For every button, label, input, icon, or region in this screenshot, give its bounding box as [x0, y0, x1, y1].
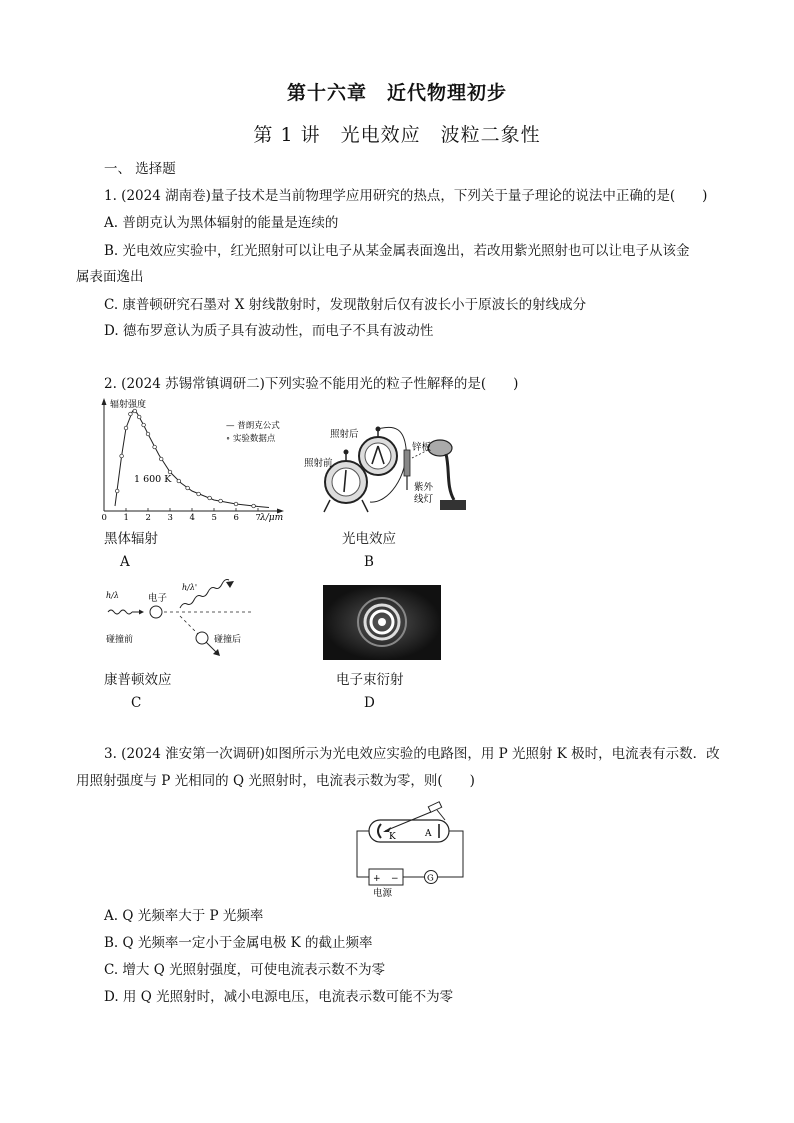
- q1-option-a: A. 普朗克认为黑体辐射的能量是连续的: [104, 215, 339, 231]
- legend-dot-label: ∘ 实验数据点: [226, 434, 276, 444]
- data-point: [159, 457, 163, 461]
- q3-option-c: C. 增大 Q 光照射强度，可使电流表示数不为零: [104, 962, 386, 978]
- electron-diffraction-image: [323, 585, 441, 660]
- label-after: 照射后: [330, 429, 359, 440]
- data-point: [252, 504, 256, 508]
- section-heading: 一、 选择题: [104, 161, 176, 177]
- label-uv-2: 线灯: [414, 494, 434, 505]
- q2-stem: 2. (2024 苏锡常镇调研二)下列实验不能用光的粒子性解释的是( ): [104, 376, 519, 392]
- x-tick-label: 1: [123, 513, 129, 523]
- data-point: [124, 426, 128, 430]
- x-tick-label: 4: [189, 513, 195, 523]
- temperature-label: 1 600 K: [134, 474, 172, 485]
- y-axis-arrow: [102, 398, 107, 405]
- fig-b-caption: 光电效应: [342, 531, 396, 547]
- q1-stem: 1. (2024 湖南卷)量子技术是当前物理学应用研究的热点，下列关于量子理论的说法中正确的是( ): [104, 188, 708, 204]
- x-tick-label: 3: [167, 513, 173, 523]
- uv-lamp-head: [428, 440, 452, 456]
- fig-c-caption: 康普顿效应: [104, 672, 172, 688]
- label-before: 照射前: [304, 458, 333, 469]
- q3-option-a: A. Q 光频率大于 P 光频率: [104, 908, 264, 924]
- uv-lamp-arm: [446, 454, 454, 500]
- label-uv-1: 紫外: [414, 482, 434, 493]
- data-point: [142, 423, 146, 427]
- label-plus: +: [373, 874, 381, 884]
- label-photon-in: h/λ: [106, 591, 119, 600]
- fig-b-letter: B: [364, 554, 374, 570]
- data-point: [115, 489, 119, 493]
- uv-lamp-base: [440, 500, 466, 510]
- scattered-photon-arrowhead: [226, 581, 234, 588]
- stand-leg1: [324, 500, 330, 512]
- label-electron: 电子: [148, 593, 168, 604]
- light-source-stand: [437, 810, 445, 820]
- x-tick-label: 7: [255, 513, 261, 523]
- q1-option-b-line1: B. 光电效应实验中，红光照射可以让电子从某金属表面逸出，若改用紫光照射也可以让电子从该金: [104, 243, 690, 259]
- q1-option-b-line2: 属表面逸出: [76, 269, 144, 285]
- data-point: [129, 412, 133, 416]
- stand-leg2: [362, 500, 368, 512]
- data-point: [120, 454, 124, 458]
- fig-a-caption: 黑体辐射: [104, 531, 158, 547]
- q3-option-b: B. Q 光频率一定小于金属电极 K 的截止频率: [104, 935, 373, 951]
- photoelectric-circuit: [355, 800, 470, 900]
- q1-option-c: C. 康普顿研究石墨对 X 射线散射时，发现散射后仅有波长小于原波长的射线成分: [104, 297, 587, 313]
- data-point: [146, 432, 150, 436]
- phototube: [369, 820, 449, 842]
- x-tick-label: 0: [101, 513, 107, 523]
- diffraction-center: [378, 618, 386, 626]
- x-tick-label: 5: [211, 513, 217, 523]
- y-axis-label: 辐射强度: [110, 400, 147, 410]
- data-point: [197, 492, 201, 496]
- recoil-path: [180, 616, 198, 634]
- data-point: [137, 415, 141, 419]
- chapter-title: 第十六章 近代物理初步: [286, 82, 507, 104]
- data-point: [186, 486, 190, 490]
- q3-stem-line2: 用照射强度与 P 光相同的 Q 光照射时，电流表示数为零，则( ): [76, 773, 475, 789]
- q1-option-d: D. 德布罗意认为质子具有波动性，而电子不具有波动性: [104, 323, 434, 339]
- x-tick-label: 6: [233, 513, 239, 523]
- incident-photon-arrowhead: [139, 610, 144, 615]
- incident-photon-wave: [108, 610, 132, 614]
- label-k: K: [389, 832, 396, 842]
- light-source: [428, 802, 441, 813]
- electron-before: [150, 606, 162, 618]
- x-axis-label: λ/μm: [260, 513, 284, 523]
- label-photon-out: h/λ': [182, 583, 198, 592]
- fig-c-letter: C: [131, 695, 142, 711]
- data-point: [208, 496, 212, 500]
- compton-diagram: [102, 578, 262, 660]
- label-source: 电源: [373, 888, 393, 899]
- fig-d-letter: D: [364, 695, 375, 711]
- wire-left: [357, 831, 369, 877]
- fig-d-caption: 电子束衍射: [336, 672, 404, 688]
- label-zinc: 锌板: [412, 442, 432, 453]
- legend-line-label: — 普朗克公式: [226, 421, 280, 431]
- q3-stem-line1: 3. (2024 淮安第一次调研)如图所示为光电效应实验的电路图，用 P 光照射 K 极时，电流表有示数．改: [104, 746, 720, 762]
- q3-option-d: D. 用 Q 光照射时，减小电源电压，电流表示数可能不为零: [104, 989, 454, 1005]
- label-minus: −: [391, 874, 399, 884]
- label-after-collision: 碰撞后: [214, 635, 242, 645]
- lesson-title: 第 1 讲 光电效应 波粒二象性: [253, 124, 541, 146]
- label-before-collision: 碰撞前: [106, 635, 134, 645]
- blackbody-chart: [92, 396, 292, 521]
- photoelectric-apparatus: [300, 420, 480, 525]
- x-tick-label: 2: [145, 513, 151, 523]
- data-point: [177, 479, 181, 483]
- label-g: G: [427, 873, 434, 884]
- data-point: [234, 502, 238, 506]
- data-point: [219, 499, 223, 503]
- data-point: [153, 445, 157, 449]
- zinc-plate: [404, 450, 410, 476]
- label-a: A: [425, 829, 432, 839]
- electroscope-before-knob: [344, 450, 349, 455]
- blackbody-plot: [102, 398, 285, 523]
- fig-a-letter: A: [120, 554, 130, 570]
